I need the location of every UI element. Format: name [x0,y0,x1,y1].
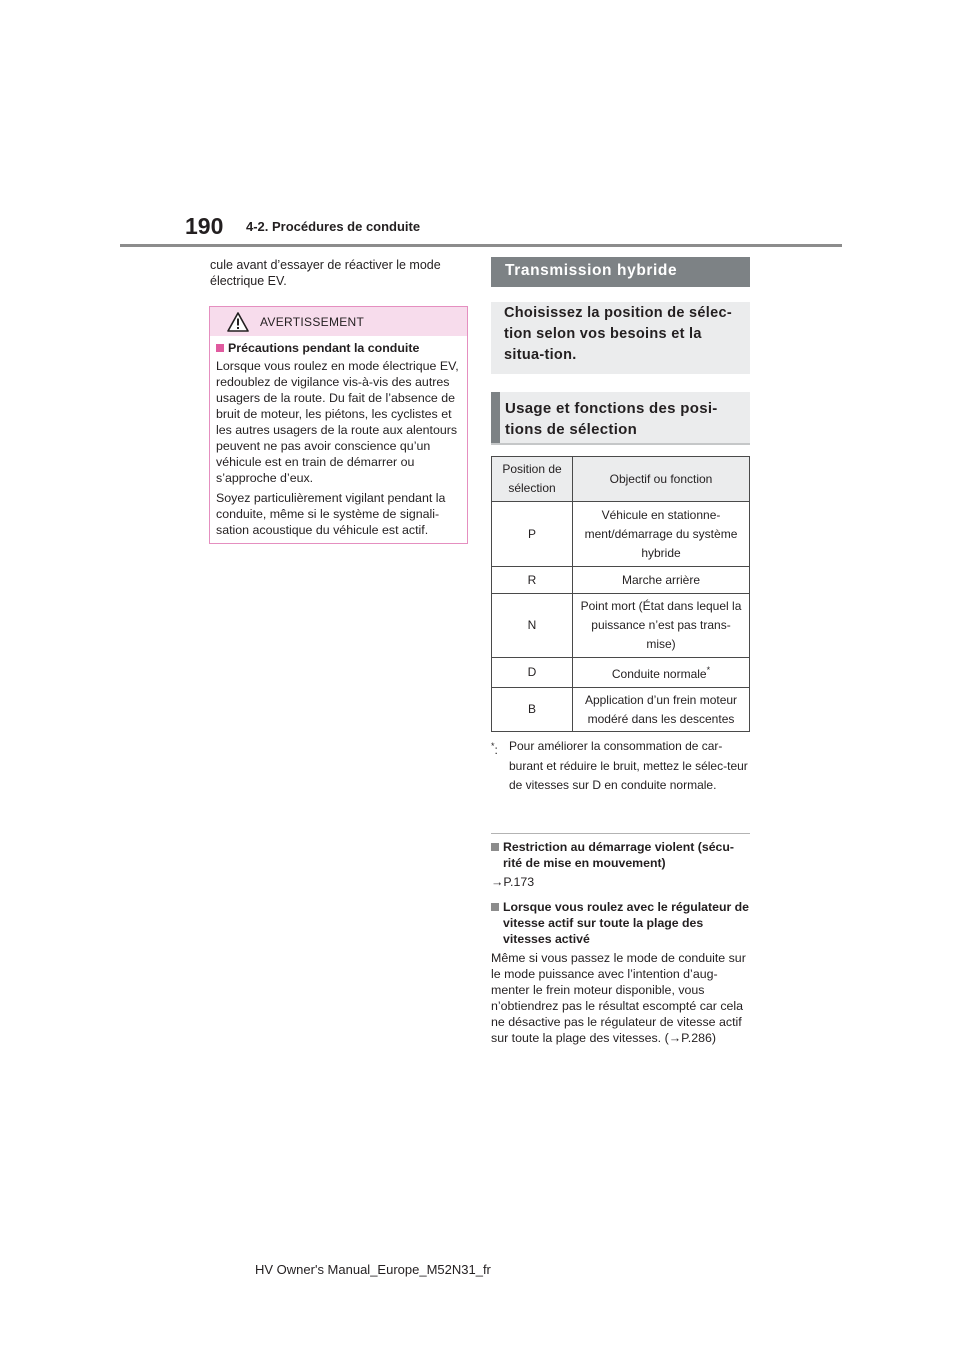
position-cell: D [492,658,573,688]
page-number: 190 [185,213,224,239]
warning-body [210,336,467,538]
function-text: Conduite normale [611,667,707,681]
table-row [492,502,750,567]
table-row [492,658,750,688]
page-reference-link[interactable]: →P.173 [491,875,535,889]
intro-box-text: Choisissez la position de sélec-tion selon vos besoins et la situa-tion. [504,305,732,363]
function-cell: Application d’un frein moteur modéré dans les descentes [573,688,750,732]
function-cell: Marche arrière [573,567,750,594]
position-cell: R [492,567,573,594]
note-paragraph: Même si vous passez le mode de conduite sur le mode puissance avec l’intention d’aug-menter le frein moteur disponible, vous n’obtiendrez pas le résultat escompté car cela ne désactive pas le régulateur de vitesse actif sur toute la plage des vitesses. (→P.286) [491,951,746,1045]
footnote-marker: * [491,741,495,751]
warning-paragraph: Soyez particulièrement vigilant pendant la conduite, même si le système de signali-sation acoustique du véhicule est actif. [216,491,446,537]
note-heading [491,839,750,871]
function-cell: Point mort (État dans lequel la puissance n’est pas trans-mise) [573,594,750,658]
square-bullet-icon [216,344,224,352]
table-row [492,567,750,594]
function-cell: Véhicule en stationne-ment/démarrage du système hybride [573,502,750,567]
position-cell: B [492,688,573,732]
gear-positions-table [491,456,750,732]
heading-accent-bar [491,392,500,443]
section-banner [491,257,750,287]
position-cell: P [492,502,573,567]
table-row [492,688,750,732]
header-divider [120,244,842,247]
square-bullet-icon [491,843,499,851]
warning-box [209,306,468,544]
table-row [492,594,750,658]
note-heading [491,899,750,947]
section-title: 4-2. Procédures de conduite [246,219,421,234]
footnote-marker: * [706,665,711,675]
intro-box [491,302,750,374]
position-cell: N [492,594,573,658]
continued-paragraph: cule avant d’essayer de réactiver le mode électrique EV. [210,258,441,288]
subsection-heading-text: Usage et fonctions des posi-tions de sélection [505,400,718,438]
table-header-row [492,457,750,502]
note-heading-text: Lorsque vous roulez avec le régulateur de vitesse actif sur toute la plage des vitesses activé [503,900,750,946]
warning-title: AVERTISSEMENT [260,315,365,329]
warning-triangle-icon [227,312,249,332]
warning-header [210,307,467,336]
table-header-cell: Objectif ou fonction [573,457,750,502]
square-bullet-icon [491,903,499,911]
table-footnote: *: Pour améliorer la consommation de car-burant et réduire le bruit, mettez le sélec-teur de vitesses sur D en conduite normale. [491,737,750,796]
section-divider [491,833,750,834]
function-cell [573,658,750,688]
warning-paragraph: Lorsque vous roulez en mode électrique EV, redoublez de vigilance vis-à-vis des autres usagers de la route. Du fait de l’absence de bruit de moteur, les piétons, les cyclistes et les autres usagers de la route aux alentours peuvent ne pas avoir conscience qu’un véhicule est en train de démarrer ou s’approche d’eux. [216,359,459,485]
warning-subheading-text: Précautions pendant la conduite [228,341,420,355]
page-footer: HV Owner's Manual_Europe_M52N31_fr [255,1262,491,1277]
section-banner-text: Transmission hybride [505,262,678,279]
note-heading-text: Restriction au démarrage violent (sécu-rité de mise en mouvement) [503,840,734,870]
warning-subheading [216,340,461,356]
subsection-heading [491,392,750,445]
table-header-cell: Position de sélection [492,457,573,502]
footnote-text: Pour améliorer la consommation de car-burant et réduire le bruit, mettez le sélec-teur de vitesses sur D en conduite normale. [509,739,748,792]
